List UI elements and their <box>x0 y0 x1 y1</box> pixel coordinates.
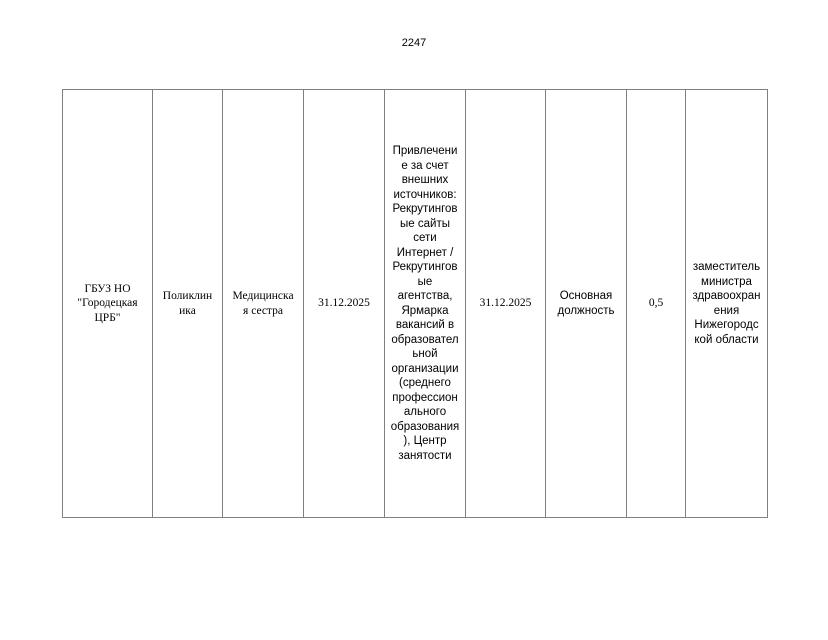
recruitment-sources-cell: Привлечени е за счет внешних источников: Рекрутингов ые сайты сети Интернет / Рекрутингов ые агентства, Ярмарка вакансий в образовател ьной организации (среднего профессион ального образования ), Центр занятости <box>385 90 466 518</box>
data-table <box>62 89 768 518</box>
responsible-cell: заместитель министра здравоохран ения Нижегородс кой области <box>686 90 768 518</box>
department-cell: Поликлин ика <box>153 90 223 518</box>
rate-cell: 0,5 <box>627 90 686 518</box>
date-cell-1: 31.12.2025 <box>304 90 385 518</box>
page-number: 2247 <box>401 37 427 49</box>
table-row <box>63 90 768 518</box>
date-cell-2: 31.12.2025 <box>466 90 546 518</box>
organization-cell: ГБУЗ НО "Городецкая ЦРБ" <box>63 90 153 518</box>
employment-type-cell: Основная должность <box>546 90 627 518</box>
position-cell: Медицинска я сестра <box>223 90 304 518</box>
